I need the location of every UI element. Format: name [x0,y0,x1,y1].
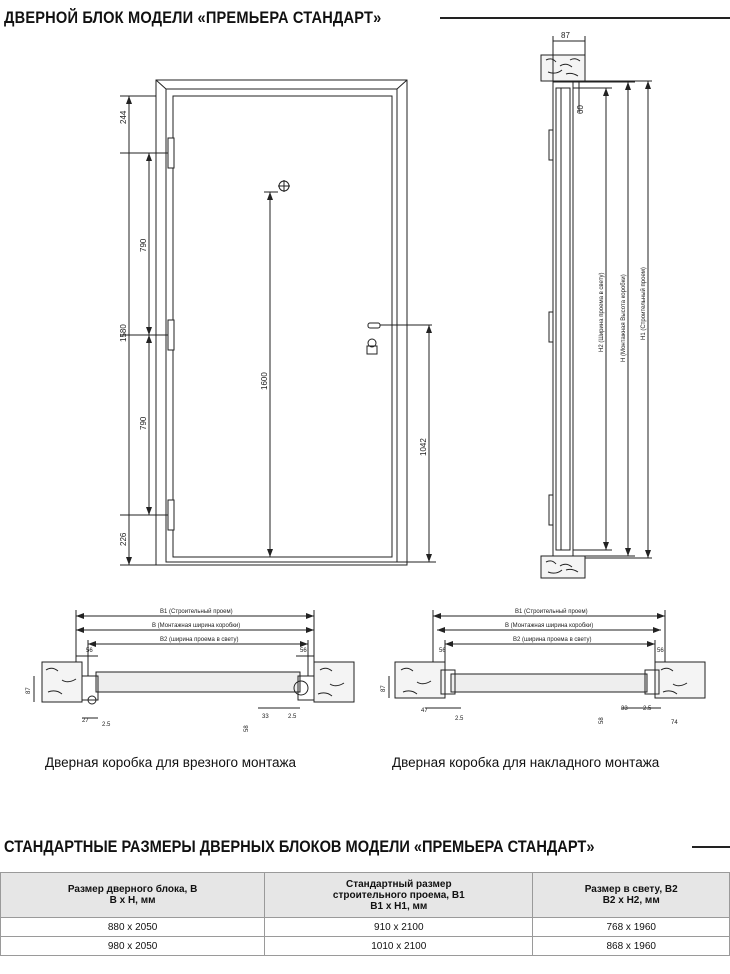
table-heading-rule [692,846,730,848]
sec2-25b: 2.5 [643,706,652,712]
dim-h1: H1 (Строительный проем) [641,267,647,340]
sec2-74: 74 [671,720,678,726]
sec1-33: 33 [262,714,269,720]
door-leaf-section [96,672,300,692]
table-heading: СТАНДАРТНЫЕ РАЗМЕРЫ ДВЕРНЫХ БЛОКОВ МОДЕЛИ «ПРЕМЬЕРА СТАНДАРТ» [4,837,595,856]
sec1-b1: B1 (Строительный проем) [160,609,233,615]
dim-top-offset: 60 [576,105,585,114]
sec2-b: B (Монтажная ширина коробки) [505,623,594,629]
sec2-47: 47 [421,708,428,714]
sec1-25b: 2.5 [288,714,297,720]
side-hinge-1 [549,130,553,160]
section-overlay-drawing [365,600,730,740]
table-row: 980 х 2050 1010 х 2100 868 х 1960 [1,937,730,956]
sec1-27: 27 [82,718,89,724]
wall-left [42,662,82,702]
sec1-58: 58 [244,725,250,732]
dim-depth: 87 [561,31,570,40]
col-header-block-size: Размер дверного блока, В В х Н, мм [1,873,265,918]
sec2-33: 33 [621,706,628,712]
sec1-b2: B2 (ширина проема в свету) [160,637,239,643]
wall-right [314,662,354,702]
dim-hinge-total: 1580 [119,324,128,342]
sec2-b2: B2 (ширина проема в свету) [513,637,592,643]
dim-h2: H2 (Ширина проема в свету) [599,272,605,352]
dim-lower-hinge-span: 790 [139,416,148,430]
caption-mortise: Дверная коробка для врезного монтажа [45,755,297,770]
dim-h: H (Монтажная Высота коробки) [621,274,627,362]
dim-upper-hinge-span: 790 [139,238,148,252]
wall-left-overlay [395,662,445,698]
sec2-right-56: 56 [657,648,664,654]
col-header-opening-size: Стандартный размер строительного проема, В1 В1 х Н1, мм [265,873,533,918]
dim-top: 244 [119,110,128,124]
sec1-25a: 2.5 [102,722,111,728]
page-title: ДВЕРНОЙ БЛОК МОДЕЛИ «ПРЕМЬЕРА СТАНДАРТ» [4,8,382,27]
sec2-25a: 2.5 [455,716,464,722]
door-leaf-section-overlay [451,674,647,692]
caption-overlay: Дверная коробка для накладного монтажа [392,755,660,770]
sec1-b: B (Монтажная ширина коробки) [152,623,241,629]
sec1-right-56: 56 [300,648,307,654]
sec1-depth-87: 87 [26,687,32,694]
dim-peephole-height: 1600 [260,372,269,390]
dim-handle-height: 1042 [419,438,428,456]
wall-bottom [541,556,585,578]
dim-bottom: 226 [119,532,128,546]
sizes-table [0,872,730,956]
col-header-clear-size: Размер в свету, В2 В2 х Н2, мм [533,873,730,918]
side-hinge-3 [549,495,553,525]
sec2-b1: B1 (Строительный проем) [515,609,588,615]
side-hinge-2 [549,312,553,342]
table-row: 880 х 2050 910 х 2100 768 х 1960 [1,918,730,937]
sec1-left-56: 56 [86,648,93,654]
wall-right-overlay [655,662,705,698]
sec2-left-56: 56 [439,648,446,654]
section-mortise-drawing [0,600,365,740]
sec2-58: 58 [599,717,605,724]
sec2-depth-87: 87 [381,685,387,692]
